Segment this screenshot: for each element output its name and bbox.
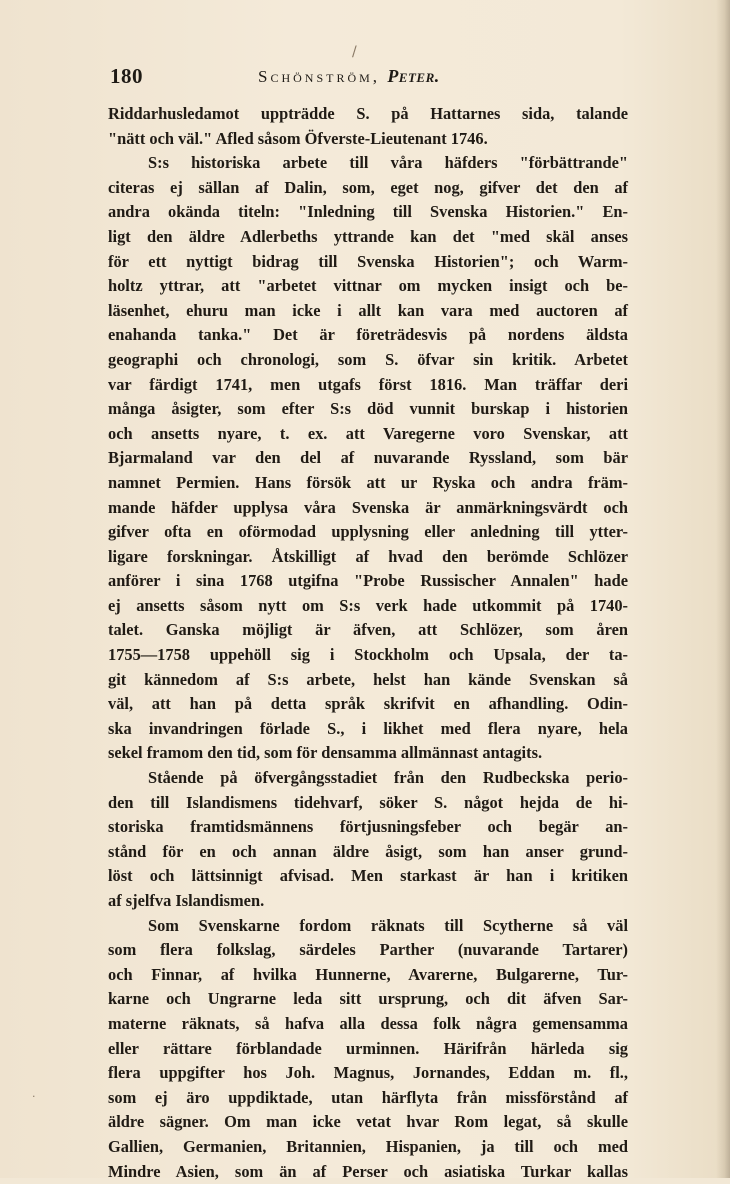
text-line: "nätt och väl." Afled såsom Öfverste-Lieutenant 1746. — [108, 128, 488, 148]
text-line: 1755—1758 uppehöll sig i Stockholm och Upsala, der ta- — [108, 645, 628, 665]
text-line: många åsigter, som efter S:s död vunnit burskap i historien — [108, 399, 628, 419]
text-line: stånd för en och annan äldre åsigt, som han anser grund- — [108, 841, 628, 861]
text-line: var färdigt 1741, men utgafs först 1816. Man träffar deri — [108, 374, 628, 394]
text-line: Stående på öfvergångsstadiet från den Rudbeckska perio- — [148, 768, 628, 788]
text-line: och ansetts nyare, t. ex. att Varegerne voro Svenskar, att — [108, 423, 628, 443]
text-line: Mindre Asien, som än af Perser och asiatiska Turkar kallas — [108, 1161, 628, 1181]
text-line: git kännedom af S:s arbete, helst han kände Svenskan så — [108, 669, 628, 689]
text-line: gifver ofta en oförmodad upplysning eller anledning till ytter- — [108, 522, 628, 542]
text-line: ligt den äldre Adlerbeths yttrande kan det "med skäl anses — [108, 226, 628, 246]
body-text — [108, 102, 628, 1184]
text-line: mande häfder upplysa våra Svenska är anmärkningsvärdt och — [108, 497, 628, 517]
text-line: materne räknats, så hafva alla dessa folk några gemensamma — [108, 1013, 628, 1033]
stray-dot-icon: · — [32, 1090, 36, 1103]
text-line: S:s historiska arbete till våra häfders "förbättrande" — [148, 153, 628, 173]
stray-mark-icon: / — [352, 44, 357, 60]
text-line: väl, att han på detta språk skrifvit en afhandling. Odin- — [108, 694, 628, 714]
text-line: ska invandringen förlade S., i likhet med flera nyare, hela — [108, 718, 628, 738]
text-line: geographi och chronologi, som S. öfvar sin kritik. Arbetet — [108, 349, 628, 369]
running-head — [258, 66, 440, 87]
text-line: holtz yttrar, att "arbetet vittnar om mycken insigt och be- — [108, 276, 628, 296]
text-line: af sjelfva Islandismen. — [108, 891, 265, 910]
text-line: storiska framtidsmännens förtjusningsfeber och begär an- — [108, 817, 628, 837]
text-line: Bjarmaland var den del af nuvarande Ryssland, som bär — [108, 448, 628, 468]
text-line: den till Islandismens tidehvarf, söker S. något hejda de hi- — [108, 792, 628, 812]
page-edge-shadow — [716, 0, 730, 1178]
text-line: ligare forskningar. Åtskilligt af hvad den berömde Schlözer — [108, 546, 628, 566]
text-line: äldre sägner. Om man icke vetat hvar Rom legat, så skulle — [108, 1112, 628, 1132]
text-line: och Finnar, af hvilka Hunnerne, Avarerne, Bulgarerne, Tur- — [108, 964, 628, 984]
text-line: Gallien, Germanien, Britannien, Hispanien, ja till och med — [108, 1136, 628, 1156]
text-line: ej ansetts såsom nytt om S:s verk hade utkommit på 1740- — [108, 595, 628, 615]
text-line: andra okända titeln: "Inledning till Svenska Historien." En- — [108, 202, 628, 222]
text-line: flera uppgifter hos Joh. Magnus, Jornandes, Eddan m. fl., — [108, 1063, 628, 1083]
text-line: talet. Ganska möjligt är äfven, att Schlözer, som åren — [108, 620, 628, 640]
running-head-forename: Peter. — [387, 66, 440, 86]
text-line: enahanda tanka." Det är företrädesvis på nordens äldsta — [108, 325, 628, 345]
text-line: namnet Permien. Hans försök att ur Ryska och andra främ- — [108, 472, 628, 492]
running-head-surname: Schönström, — [258, 67, 381, 86]
text-line: som flera folkslag, särdeles Parther (nuvarande Tartarer) — [108, 940, 628, 960]
text-line: anförer i sina 1768 utgifna "Probe Russischer Annalen" hade — [108, 571, 628, 591]
text-line: sekel framom den tid, som för densamma allmännast antagits. — [108, 743, 543, 763]
page-number: 180 — [110, 64, 143, 88]
text-line: löst och lättsinnigt afvisad. Men starkast är han i kritiken — [108, 866, 628, 886]
text-line: för ett nyttigt bidrag till Svenska Historien"; och Warm- — [108, 251, 628, 271]
text-line: Som Svenskarne fordom räknats till Scytherne så väl — [148, 915, 628, 935]
text-line: karne och Ungrarne leda sitt ursprung, och dit äfven Sar- — [108, 989, 628, 1009]
text-line: Riddarhusledamot uppträdde S. på Hattarnes sida, talande — [108, 104, 628, 123]
text-line: som ej äro uppdiktade, utan härflyta från missförstånd af — [108, 1087, 628, 1107]
page-header — [110, 64, 630, 94]
text-line: citeras ej sällan af Dalin, som, eget nog, gifver det den af — [108, 177, 628, 197]
text-line: eller rättare förblandade urminnen. Härifrån härleda sig — [108, 1038, 628, 1058]
text-line: läsenhet, ehuru man icke i allt kan vara med auctoren af — [108, 300, 628, 320]
